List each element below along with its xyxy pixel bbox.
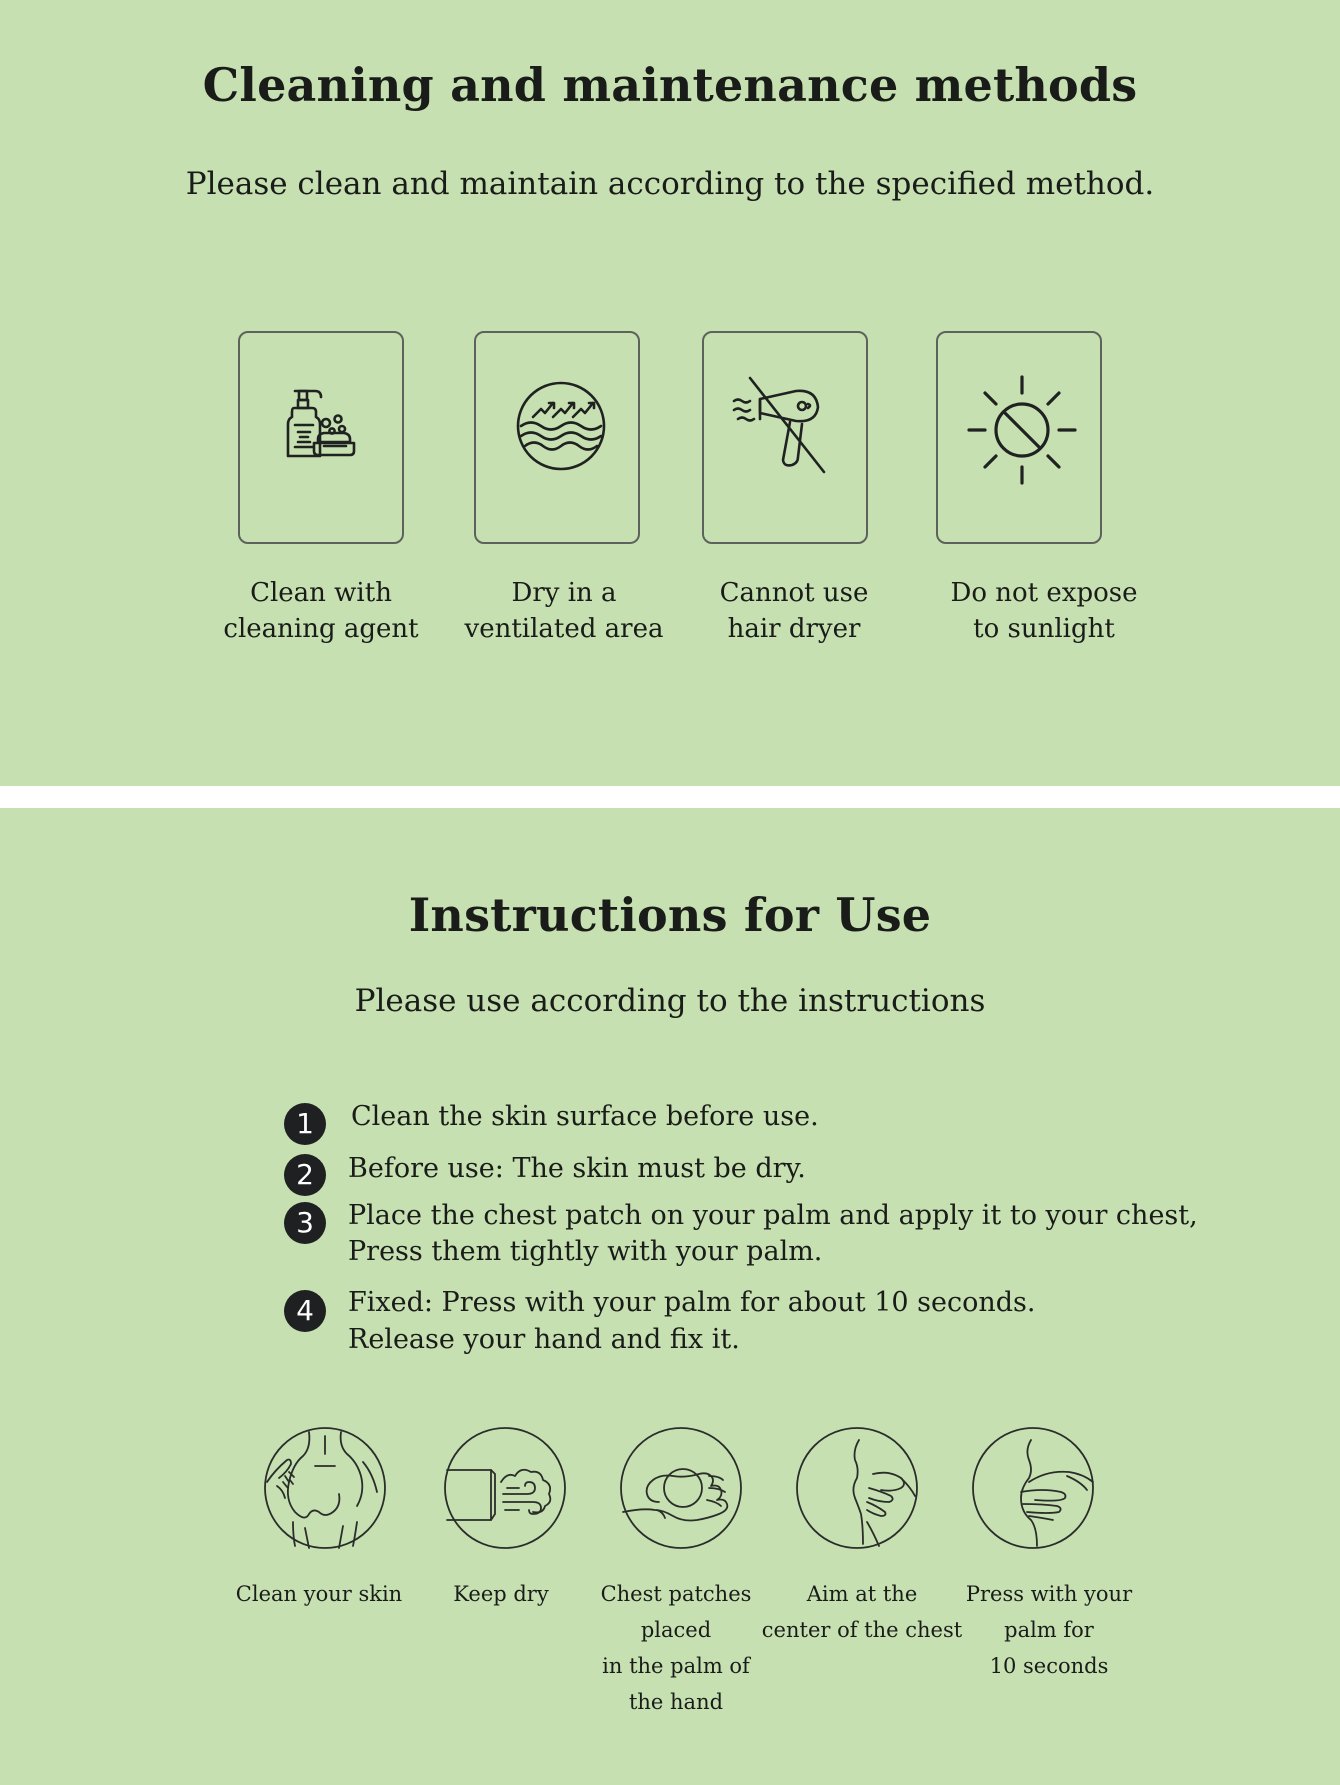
cleaning-title: Cleaning and maintenance methods: [202, 58, 1138, 112]
care-label-line: to sunlight: [973, 614, 1115, 644]
illustration-label: [944, 1576, 1154, 1684]
care-label-line: Do not expose: [950, 578, 1138, 608]
illustration-label-line: palm for: [1004, 1618, 1094, 1642]
care-label-line: ventilated area: [464, 614, 664, 644]
care-label-dry: [444, 575, 684, 647]
clean-skin-icon: [263, 1426, 387, 1550]
care-label-line: Dry in a: [511, 578, 617, 608]
illustration-label-line: Keep dry: [453, 1582, 549, 1606]
step-text: Place the chest patch on your palm and apply it to your chest,: [348, 1200, 1198, 1231]
patch-in-palm-icon: [619, 1426, 743, 1550]
illustration-label: [571, 1576, 781, 1720]
no-hair-dryer-icon: [704, 333, 865, 541]
illustration-label-line: 10 seconds: [989, 1654, 1109, 1678]
illustration-label-line: the hand: [628, 1690, 724, 1714]
care-label-no-sun: [924, 575, 1164, 647]
step-number-badge: 1: [284, 1103, 326, 1145]
press-palm-icon: [971, 1426, 1095, 1550]
illustration-label-line: Clean your skin: [235, 1582, 403, 1606]
step-text: Fixed: Press with your palm for about 10 seconds.: [348, 1287, 1036, 1318]
instructions-title: Instructions for Use: [408, 888, 932, 942]
illustration-clean-skin: [263, 1426, 387, 1550]
illustration-label-line: center of the chest: [761, 1618, 963, 1642]
illustration-keep-dry: [443, 1426, 567, 1550]
step-text: Clean the skin surface before use.: [351, 1101, 819, 1132]
care-box-no-dryer: [702, 331, 868, 544]
step-number-badge: 3: [284, 1202, 326, 1244]
care-box-no-sun: [936, 331, 1102, 544]
instructions-subtitle: Please use according to the instructions: [354, 983, 986, 1019]
cleaning-section: [0, 0, 1340, 786]
care-label-line: Clean with: [250, 578, 392, 608]
keep-dry-icon: [443, 1426, 567, 1550]
step-text: Press them tightly with your palm.: [348, 1236, 823, 1267]
illustration-label: [757, 1576, 967, 1648]
aim-chest-icon: [795, 1426, 919, 1550]
step-text: Before use: The skin must be dry.: [348, 1153, 806, 1184]
illustration-label-line: in the palm of: [602, 1654, 750, 1678]
illustration-patch-in-palm: [619, 1426, 743, 1550]
illustration-label-line: Aim at the: [806, 1582, 918, 1606]
care-box-clean: [238, 331, 404, 544]
care-box-dry: [474, 331, 640, 544]
step-number-badge: 4: [284, 1290, 326, 1332]
illustration-label-line: Press with your: [965, 1582, 1133, 1606]
no-sunlight-icon: [938, 333, 1099, 541]
illustration-press-palm: [971, 1426, 1095, 1550]
care-label-line: Cannot use: [719, 578, 869, 608]
step-text: Release your hand and fix it.: [348, 1324, 740, 1355]
illustration-label: [214, 1576, 424, 1612]
illustration-aim-chest: [795, 1426, 919, 1550]
care-label-clean: [201, 575, 441, 647]
care-label-line: cleaning agent: [223, 614, 419, 644]
illustration-label-line: Chest patches placed: [600, 1582, 752, 1642]
soap-bottle-icon: [240, 333, 401, 541]
ventilation-icon: [476, 333, 637, 541]
step-number-badge: 2: [284, 1154, 326, 1196]
care-label-no-dryer: [674, 575, 914, 647]
cleaning-subtitle: Please clean and maintain according to the specified method.: [185, 166, 1155, 202]
care-label-line: hair dryer: [727, 614, 861, 644]
